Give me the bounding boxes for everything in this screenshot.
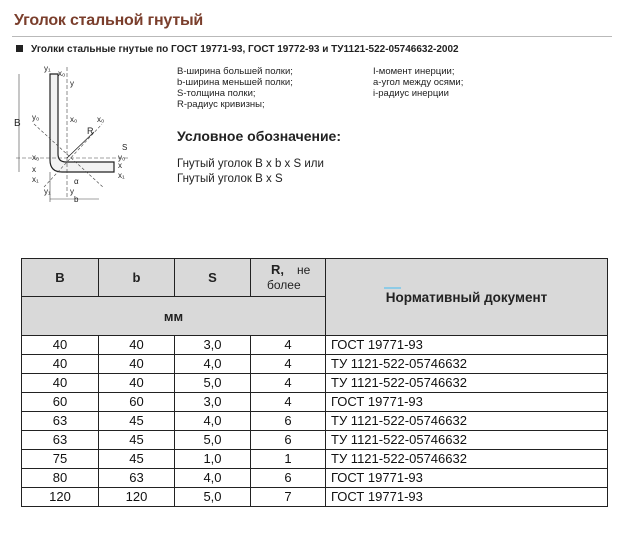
table-row bbox=[22, 393, 608, 412]
designation-line: Гнутый уголок B x S bbox=[177, 173, 283, 185]
label-y-top: y bbox=[70, 79, 74, 88]
legend-item: a-угол между осями; bbox=[373, 77, 464, 88]
cell-B: 120 bbox=[22, 488, 99, 507]
header-S: S bbox=[175, 259, 251, 297]
header-R-ne: не bbox=[297, 263, 311, 277]
label-x-left: x bbox=[32, 165, 36, 174]
cell-S: 3,0 bbox=[175, 393, 251, 412]
cell-doc: ТУ 1121-522-05746632 bbox=[326, 355, 608, 374]
cell-S: 1,0 bbox=[175, 450, 251, 469]
cell-R: 4 bbox=[251, 336, 326, 355]
subtitle-text: Уголки стальные гнутые по ГОСТ 19771-93, ГОСТ 19772-93 и ТУ1121-522-05746632-2002 bbox=[31, 44, 459, 55]
designation-line: Гнутый уголок B x b x S или bbox=[177, 158, 324, 170]
cell-b: 63 bbox=[99, 469, 175, 488]
header-B: B bbox=[22, 259, 99, 297]
label-x1-right: x₁ bbox=[118, 171, 125, 180]
cell-R: 6 bbox=[251, 431, 326, 450]
label-x0-top: x₀ bbox=[58, 69, 66, 78]
header-R-bolee: более bbox=[267, 278, 301, 292]
table-row bbox=[22, 488, 608, 507]
label-S: S bbox=[122, 143, 128, 152]
cell-b: 45 bbox=[99, 431, 175, 450]
cell-B: 75 bbox=[22, 450, 99, 469]
cell-S: 3,0 bbox=[175, 336, 251, 355]
cell-B: 63 bbox=[22, 412, 99, 431]
angle-profile-diagram bbox=[14, 62, 136, 202]
label-B: B bbox=[14, 118, 21, 129]
label-R: R bbox=[87, 126, 94, 136]
label-y1-bottom: y₁ bbox=[44, 187, 51, 196]
cell-S: 4,0 bbox=[175, 412, 251, 431]
cell-b: 60 bbox=[99, 393, 175, 412]
label-alpha: α bbox=[74, 177, 79, 186]
header-R bbox=[251, 259, 326, 297]
label-y0-right: y₀ bbox=[118, 153, 126, 162]
cell-b: 45 bbox=[99, 412, 175, 431]
cell-B: 60 bbox=[22, 393, 99, 412]
cell-R: 4 bbox=[251, 393, 326, 412]
label-y1-top: y₁ bbox=[44, 64, 51, 73]
cell-b: 40 bbox=[99, 336, 175, 355]
cell-B: 63 bbox=[22, 431, 99, 450]
cell-doc: ТУ 1121-522-05746632 bbox=[326, 431, 608, 450]
cell-doc: ГОСТ 19771-93 bbox=[326, 469, 608, 488]
table-row bbox=[22, 431, 608, 450]
cell-B: 40 bbox=[22, 374, 99, 393]
legend-item: R-радиус кривизны; bbox=[177, 99, 265, 110]
cell-doc: ГОСТ 19771-93 bbox=[326, 336, 608, 355]
legend-item: B-ширина большей полки; bbox=[177, 66, 293, 77]
label-b: b bbox=[74, 195, 79, 202]
bullet-icon bbox=[16, 45, 23, 52]
subtitle bbox=[16, 44, 459, 55]
legend-left bbox=[177, 66, 293, 110]
cell-B: 80 bbox=[22, 469, 99, 488]
label-y-bottom: y bbox=[70, 187, 74, 196]
table-row bbox=[22, 336, 608, 355]
cell-B: 40 bbox=[22, 336, 99, 355]
cell-S: 4,0 bbox=[175, 355, 251, 374]
page-title: Уголок стальной гнутый bbox=[14, 12, 204, 29]
table-row bbox=[22, 412, 608, 431]
label-x0-right: x₀ bbox=[97, 115, 105, 124]
spec-table bbox=[21, 258, 608, 507]
header-unit: мм bbox=[22, 297, 326, 336]
cell-S: 5,0 bbox=[175, 488, 251, 507]
cell-doc: ГОСТ 19771-93 bbox=[326, 488, 608, 507]
table-row bbox=[22, 355, 608, 374]
title-divider bbox=[12, 36, 612, 37]
label-y0-left: y₀ bbox=[32, 113, 40, 122]
cell-B: 40 bbox=[22, 355, 99, 374]
header-doc bbox=[326, 259, 608, 336]
legend-right bbox=[373, 66, 463, 99]
cell-b: 40 bbox=[99, 374, 175, 393]
legend-item: b-ширина меньшей полки; bbox=[177, 77, 293, 88]
label-x0-left: x₀ bbox=[32, 153, 40, 162]
cell-S: 5,0 bbox=[175, 374, 251, 393]
legend-item: i-радиус инерции bbox=[373, 88, 449, 99]
cell-R: 7 bbox=[251, 488, 326, 507]
designation-title: Условное обозначение: bbox=[177, 128, 342, 144]
angle-profile-shape bbox=[50, 74, 114, 172]
cell-R: 4 bbox=[251, 355, 326, 374]
cell-doc: ТУ 1121-522-05746632 bbox=[326, 412, 608, 431]
label-x1-left: x₁ bbox=[32, 175, 39, 184]
cell-R: 4 bbox=[251, 374, 326, 393]
accent-mark bbox=[384, 287, 401, 289]
cell-R: 1 bbox=[251, 450, 326, 469]
label-x0-mid: x₀ bbox=[70, 115, 78, 124]
header-R-label: R, bbox=[271, 262, 284, 277]
header-doc-label: Нормативный документ bbox=[385, 289, 548, 305]
cell-S: 5,0 bbox=[175, 431, 251, 450]
table-row bbox=[22, 469, 608, 488]
cell-b: 120 bbox=[99, 488, 175, 507]
cell-b: 45 bbox=[99, 450, 175, 469]
cell-S: 4,0 bbox=[175, 469, 251, 488]
label-x-right: x bbox=[118, 161, 122, 170]
table-row bbox=[22, 450, 608, 469]
cell-R: 6 bbox=[251, 412, 326, 431]
table-row bbox=[22, 374, 608, 393]
cell-b: 40 bbox=[99, 355, 175, 374]
header-b: b bbox=[99, 259, 175, 297]
cell-doc: ТУ 1121-522-05746632 bbox=[326, 374, 608, 393]
legend-item: I-момент инерции; bbox=[373, 66, 455, 77]
cell-doc: ТУ 1121-522-05746632 bbox=[326, 450, 608, 469]
cell-doc: ГОСТ 19771-93 bbox=[326, 393, 608, 412]
designation-examples bbox=[177, 157, 324, 187]
cell-R: 6 bbox=[251, 469, 326, 488]
legend-item: S-толщина полки; bbox=[177, 88, 256, 99]
